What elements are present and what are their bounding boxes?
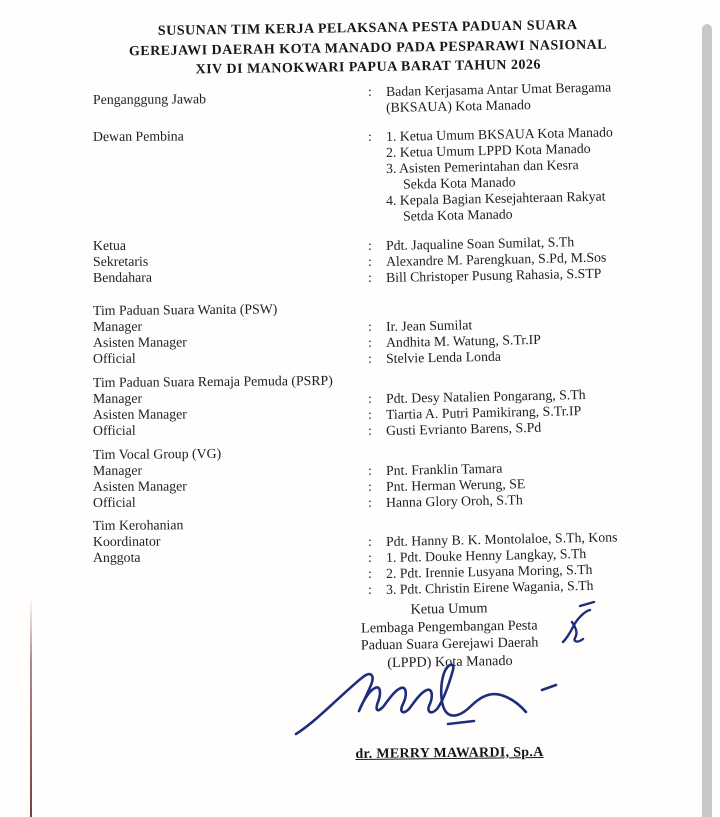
- row-label: Anggota: [92, 549, 141, 565]
- section-tim-vg: [93, 447, 677, 511]
- colon-separator: :: [368, 582, 372, 597]
- row-label: Manager: [92, 390, 143, 406]
- colon-separator: :: [368, 391, 372, 406]
- list-item: 4. Kepala Bagian Kesejahteraan Rakyat: [385, 188, 606, 208]
- colon-separator: :: [368, 319, 372, 334]
- list-item-wrap: Setda Kota Manado: [402, 206, 513, 224]
- row-value: Badan Kerjasama Antar Umat Beragama: [385, 79, 612, 99]
- colon-separator: :: [368, 129, 372, 144]
- document-body: [92, 79, 677, 598]
- list-item: 3. Pdt. Christin Eirene Wagania, S.Th: [385, 577, 594, 597]
- row-label: Asisten Manager: [92, 334, 187, 350]
- colon-separator: :: [368, 351, 372, 366]
- section-heading: Tim Vocal Group (VG): [92, 445, 222, 462]
- section-officers: [92, 234, 677, 286]
- row-value: Andhita M. Watung, S.Tr.IP: [385, 331, 542, 350]
- colon-separator: :: [368, 463, 372, 478]
- page-edge-scan-line: [30, 596, 32, 817]
- row-value: Hanna Glory Oroh, S.Th: [385, 492, 523, 510]
- section-penanggung-jawab: [92, 79, 677, 116]
- signatory-name: dr. MERRY MAWARDI, Sp.A: [355, 745, 544, 762]
- section-heading: Tim Paduan Suara Remaja Pemuda (PSRP): [92, 372, 333, 390]
- row-label: Asisten Manager: [92, 478, 187, 494]
- section-dewan-pembina: [92, 124, 677, 225]
- colon-separator: :: [368, 335, 372, 350]
- row-label: Sekretaris: [92, 253, 149, 269]
- row-value: Pdt. Desy Natalien Pongarang, S.Th: [385, 386, 586, 406]
- list-item: 2. Pdt. Irennie Lusyana Moring, S.Th: [385, 561, 593, 581]
- section-tim-psrp: [92, 372, 677, 439]
- colon-separator: :: [368, 238, 372, 253]
- row-label: Official: [92, 422, 136, 438]
- row-value: Pnt. Franklin Tamara: [385, 460, 503, 478]
- title-line-1: SUSUNAN TIM KERJA PELAKSANA PESTA PADUAN SUARA: [157, 18, 578, 39]
- colon-separator: :: [368, 479, 372, 494]
- row-value: Pdt. Jaqualine Soan Sumilat, S.Th: [385, 234, 575, 253]
- colon-separator: :: [368, 550, 372, 565]
- row-value: Pdt. Hanny B. K. Montolaloe, S.Th, Kons: [385, 529, 618, 549]
- signatory-title-line: Ketua Umum: [410, 600, 488, 618]
- list-item: 2. Ketua Umum LPPD Kota Manado: [385, 140, 591, 160]
- colon-separator: :: [368, 407, 372, 422]
- scrollbar-thumb[interactable]: [702, 24, 712, 817]
- row-value: Alexandre M. Parengkuan, S.Pd, M.Sos: [385, 249, 607, 269]
- row-label: Bendahara: [92, 269, 153, 285]
- colon-separator: :: [368, 566, 372, 581]
- section-tim-psw: [93, 303, 677, 367]
- row-value: Stelvie Lenda Londa: [385, 348, 502, 366]
- signature-ink: [290, 660, 562, 748]
- row-value: Pnt. Herman Werung, SE: [385, 476, 526, 494]
- row-value: Gusti Evrianto Barens, S.Pd: [385, 419, 542, 438]
- list-item: 1. Pdt. Douke Henny Langkay, S.Th: [385, 545, 587, 565]
- colon-separator: :: [368, 495, 372, 510]
- colon-separator: :: [368, 254, 372, 269]
- colon-separator: :: [368, 270, 372, 285]
- handwritten-initials-mark: [556, 598, 604, 650]
- section-tim-kerohanian: [93, 518, 677, 598]
- title-line-3: XIV DI MANOKWARI PAPUA BARAT TAHUN 2026: [195, 57, 542, 78]
- list-item: 3. Asisten Pemerintahan dan Kesra: [385, 157, 579, 176]
- row-value: Ir. Jean Sumilat: [385, 317, 473, 334]
- signatory-title-line: Lembaga Pengembangan Pesta: [360, 616, 538, 637]
- row-label: Dewan Pembina: [92, 128, 184, 144]
- document-title: [16, 14, 720, 82]
- section-heading: Tim Paduan Suara Wanita (PSW): [92, 301, 278, 318]
- row-label: Penganggung Jawab: [92, 91, 207, 107]
- colon-separator: :: [368, 84, 372, 99]
- row-value: Tiartia A. Putri Pamikirang, S.Tr.IP: [385, 403, 582, 422]
- list-item: 1. Ketua Umum BKSAUA Kota Manado: [385, 124, 613, 144]
- row-value: (BKSAUA) Kota Manado: [385, 97, 531, 115]
- colon-separator: :: [368, 534, 372, 549]
- signatory-title-line: Paduan Suara Gerejawi Daerah: [360, 634, 539, 654]
- row-label: Koordinator: [92, 533, 161, 549]
- title-line-2: GEREJAWI DAERAH KOTA MANADO PADA PESPARAWI NASIONAL: [128, 37, 608, 59]
- row-label: Asisten Manager: [92, 406, 187, 422]
- list-item-wrap: Sekda Kota Manado: [402, 174, 516, 192]
- row-value: Bill Christoper Pusung Rahasia, S.STP: [385, 265, 602, 285]
- row-label: Ketua: [92, 237, 126, 253]
- row-label: Official: [92, 494, 136, 510]
- row-label: Manager: [92, 462, 143, 478]
- colon-separator: :: [368, 423, 372, 438]
- row-label: Manager: [92, 318, 143, 334]
- section-heading: Tim Kerohanian: [92, 517, 184, 533]
- signatory-title-line: (LPPD) Kota Manado: [387, 652, 513, 671]
- row-label: Official: [92, 350, 136, 366]
